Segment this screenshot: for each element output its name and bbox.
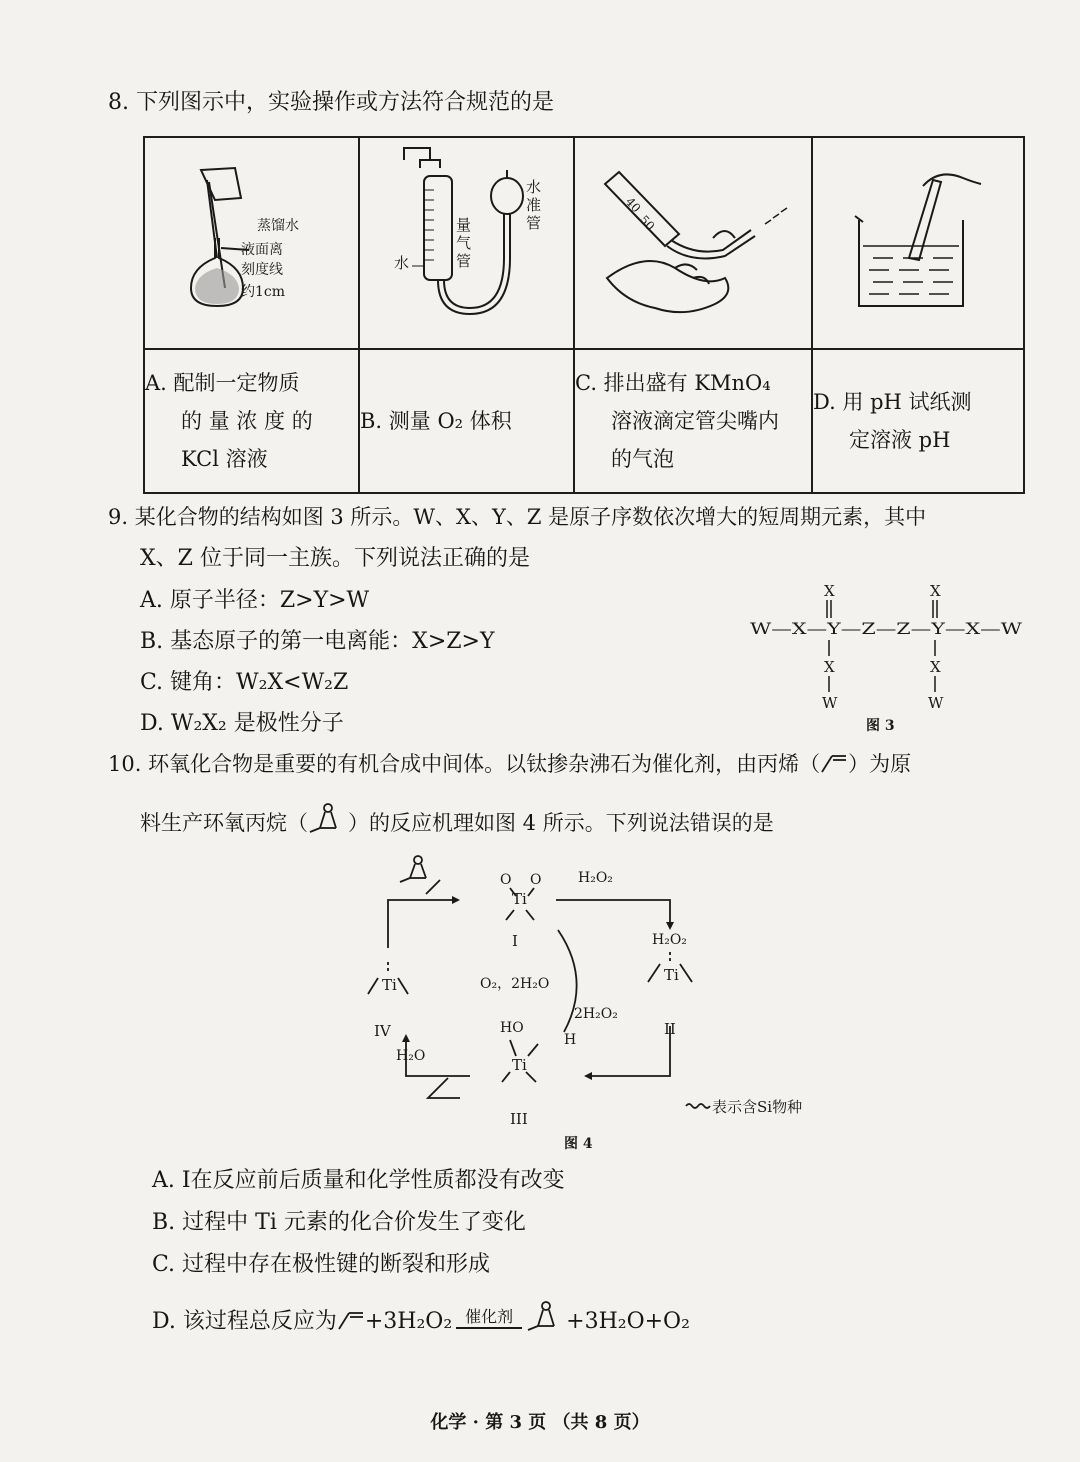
q10-stem-line2-b: ）的反应机理如图 4 所示。下列说法错误的是 <box>348 811 774 835</box>
label-o2-2h2o: O₂，2H₂O <box>480 976 550 992</box>
structure-main-chain: W—X—Y—Z—Z—Y—X—W <box>750 619 1023 638</box>
label-50: 50 <box>636 212 658 234</box>
label-qi: 气 <box>456 234 472 252</box>
q8-option-a[interactable] <box>144 349 359 493</box>
q9-option-d[interactable]: D. W₂X₂ 是极性分子 <box>140 711 344 736</box>
burette-bubble-figure <box>575 138 811 344</box>
figure-3-structure <box>740 580 1040 740</box>
figure-4-caption: 图 4 <box>564 1136 593 1152</box>
q8-option-a-line2: 的 量 浓 度 的 <box>181 409 313 433</box>
label-species-I: I <box>512 932 518 950</box>
label-h2o2-II: H₂O₂ <box>652 932 687 948</box>
q10-stem-line2 <box>140 802 774 838</box>
q9-option-c[interactable]: C. 键角：W₂X<W₂Z <box>140 670 349 695</box>
q10-stem-line1 <box>108 749 911 779</box>
q8-option-d[interactable] <box>812 349 1024 493</box>
top-x-right: X <box>930 582 941 600</box>
q10-option-d-suffix: +3H₂O+O₂ <box>566 1309 690 1334</box>
volumetric-flask-figure <box>145 138 358 344</box>
ti-II: Ti <box>664 966 679 984</box>
figure-3-caption: 图 3 <box>866 718 895 734</box>
epoxypropane-icon <box>308 802 348 836</box>
q8-option-d-line2: 定溶液 pH <box>849 428 951 452</box>
q8-option-b-text: B. 测量 O₂ 体积 <box>360 409 512 433</box>
bottom-w-left: W <box>822 694 838 712</box>
q10-stem-line1-a: 10. 环氧化合物是重要的有机合成中间体。以钛掺杂沸石为催化剂，由丙烯（ <box>108 752 821 776</box>
q8-option-b[interactable] <box>359 349 574 493</box>
q9-option-b[interactable]: B. 基态原子的第一电离能：X>Z>Y <box>140 629 495 654</box>
epoxypropane-icon <box>526 1300 566 1334</box>
q8-options-table <box>143 136 1025 494</box>
q8-figure-b <box>359 137 574 349</box>
page-footer: 化学 · 第 3 页 （共 8 页） <box>430 1412 650 1433</box>
propene-icon <box>820 752 848 774</box>
label-guan: 管 <box>456 252 472 270</box>
q8-option-a-line3: KCl 溶液 <box>181 447 268 471</box>
q9-stem-line2: X、Z 位于同一主族。下列说法正确的是 <box>140 546 530 571</box>
propene-icon <box>337 1309 365 1331</box>
q10-option-a[interactable]: A. Ⅰ在反应前后质量和化学性质都没有改变 <box>152 1168 565 1193</box>
label-distilled-water: 蒸馏水 <box>257 218 299 234</box>
h-III: H <box>564 1032 577 1048</box>
q8-figure-c <box>574 137 812 349</box>
q10-option-d-prefix: D. 该过程总反应为 <box>152 1309 337 1334</box>
q10-stem-line2-a: 料生产环氧丙烷（ <box>140 811 308 835</box>
q9-option-a[interactable]: A. 原子半径：Z>Y>W <box>140 588 370 613</box>
label-zhun: 准 <box>526 196 542 214</box>
gas-burette-figure <box>360 138 573 344</box>
q10-option-c[interactable]: C. 过程中存在极性键的断裂和形成 <box>152 1252 491 1277</box>
label-shui: 水 <box>526 178 542 196</box>
label-liang: 量 <box>456 216 472 234</box>
legend-si-species: 表示含Si物种 <box>712 1098 803 1116</box>
bottom-w-right: W <box>928 694 944 712</box>
label-h2o: H₂O <box>396 1048 426 1064</box>
q10-option-b[interactable]: B. 过程中 Ti 元素的化合价发生了变化 <box>152 1210 526 1235</box>
q10-option-d[interactable] <box>152 1300 690 1337</box>
label-1cm: 约1cm <box>241 284 286 300</box>
label-graduation: 刻度线 <box>241 262 283 278</box>
ph-paper-beaker-figure <box>813 138 1023 344</box>
label-h2o2-top: H₂O₂ <box>578 870 613 886</box>
q8-stem: 8. 下列图示中，实验操作或方法符合规范的是 <box>108 90 554 115</box>
q8-option-c-line3: 的气泡 <box>611 447 674 471</box>
q8-option-c-line1: C. 排出盛有 KMnO₄ <box>575 371 771 395</box>
label-guan2: 管 <box>526 214 542 232</box>
ti-III: Ti <box>512 1056 527 1074</box>
figure-4-mechanism <box>330 850 840 1155</box>
o-I-b: O <box>530 872 542 888</box>
o-I-a: O <box>500 872 512 888</box>
ho-III: HO <box>500 1020 524 1036</box>
ti-IV: Ti <box>382 976 397 994</box>
q8-option-c-line2: 溶液滴定管尖嘴内 <box>611 409 779 433</box>
q9-stem-line1: 9. 某化合物的结构如图 3 所示。W、X、Y、Z 是原子序数依次增大的短周期元素，其中 <box>108 505 927 529</box>
label-liquid-surface: 液面离 <box>241 242 283 258</box>
label-species-III: III <box>510 1110 528 1128</box>
q8-figure-a <box>144 137 359 349</box>
top-x-left: X <box>824 582 835 600</box>
label-water: 水 <box>394 254 410 272</box>
label-species-IV: IV <box>374 1022 391 1040</box>
label-species-II: II <box>664 1020 676 1038</box>
bottom-x-right: X <box>930 658 941 676</box>
label-2h2o2: 2H₂O₂ <box>574 1006 618 1022</box>
ti-I: Ti <box>512 890 527 908</box>
q10-option-d-mid: +3H₂O₂ <box>364 1309 453 1334</box>
catalyst-arrow: 催化剂 <box>456 1307 522 1329</box>
q10-stem-line1-b: ）为原 <box>848 752 912 776</box>
q8-figure-d <box>812 137 1024 349</box>
bottom-x-left: X <box>824 658 835 676</box>
q8-option-a-line1: A. 配制一定物质 <box>145 371 300 395</box>
q8-option-d-line1: D. 用 pH 试纸测 <box>813 390 972 414</box>
q8-option-c[interactable] <box>574 349 812 493</box>
label-40: 40 <box>622 194 644 216</box>
